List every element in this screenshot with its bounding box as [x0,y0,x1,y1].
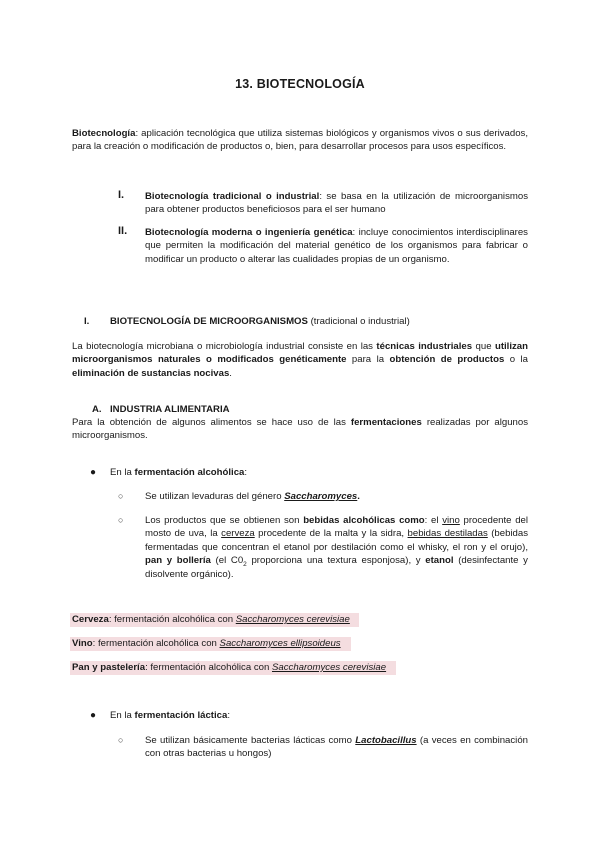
type-2-numeral: II. [118,225,128,237]
alcoholic-post: : [244,467,248,478]
alcoholic-sub-1-text: Se utilizan levaduras del género [145,491,285,502]
subsection-a-text [72,416,528,443]
lactic-pre: En la [110,710,135,721]
bullet-dot: ● [90,710,97,721]
sub2-underline-cerveza: cerveza [221,528,255,540]
highlight-cerveza-species: Saccharomyces cerevisiae [235,614,350,625]
intro-text-4: o la [504,354,529,366]
lactic-sub-1-text-1: Se utilizan básicamente bacterias lácticas como [145,735,356,746]
sub2-text-8: (desinfectante y disolvente orgánico). [145,555,528,580]
sub2-underline-vino: vino [442,515,460,526]
sub2-text-4: procedente de la malta y la sidra, [254,528,408,540]
lactic-post: : [227,710,230,721]
intro-bold-3: obtención de productos [389,354,505,366]
definition-text: : aplicación tecnológica que utiliza sistemas biológicos y organismos vivos o sus derivados, para la creación o modificación de productos o, bien, para desarrollar procesos para usos específicos. [72,128,528,153]
subsection-a-bold: fermentaciones [350,417,422,428]
highlight-pan-species: Saccharomyces cerevisiae [271,662,387,673]
intro-text-1: La biotecnología microbiana o microbiología industrial consiste en las [72,341,377,352]
highlight-pan-text: : fermentación alcohólica con [145,662,272,673]
sub2-underline-destiladas: bebidas destiladas [407,528,488,540]
sub2-text-7: proporciona una textura esponjosa), y [246,555,426,567]
alcoholic-bold: fermentación alcohólica [134,467,245,478]
highlight-cerveza-bold: Cerveza [72,614,109,625]
highlight-vino-text: : fermentación alcohólica con [92,638,220,649]
intro-text-2: que [472,341,495,352]
subsection-a-text-2: realizadas por algunos microorganismos. [72,417,528,442]
sub2-bold-2: pan y bollería [145,555,211,567]
sub2-text-1: Los productos que se obtienen son [145,515,304,526]
type-1-paragraph [145,190,528,217]
highlight-vino-species: Saccharomyces ellipsoideus [219,638,341,649]
lactic-sub-1-text-2: (a veces en combinación con otras bacterias u hongos) [145,735,528,760]
sub2-text-6: (el C0 [210,555,244,567]
sub2-text-3: procedente del mosto de uva, la [145,515,529,540]
type-1-numeral: I. [118,189,125,201]
lactic-heading [110,709,230,722]
intro-bold-2: utilizan microorganismos naturales o modificados genéticamente [72,341,528,366]
lactic-sub-1 [145,734,528,761]
lactic-bold: fermentación láctica [134,710,228,721]
bullet-dot: ● [90,467,97,478]
highlight-vino [72,637,341,650]
type-1-text: : se basa en la utilización de microorganismos para obtener productos beneficiosos para el ser humano [145,191,528,216]
page-title: 13. BIOTECNOLOGÍA [235,77,365,91]
intro-text-3: para la [346,354,390,366]
genus-lactobacillus: Lactobacillus [355,735,417,746]
section-1-heading [110,315,410,328]
subsection-a-text-1: Para la obtención de algunos alimentos se hace uso de las [72,417,351,428]
type-2-text: : incluye conocimientos interdisciplinares que permiten la modificación del material genético de los organismos para fabricar o modificar un producto o alterar las cualidades propias de un organismo. [145,227,528,265]
sub2-text-5: (bebidas fermentadas que concentran el etanol por destilación como el whisky, el ron y el orujo), [145,528,529,553]
section-1-heading-rest: (tradicional o industrial) [307,316,410,327]
alcoholic-pre: En la [110,467,135,478]
subsection-a-heading: INDUSTRIA ALIMENTARIA [110,404,230,415]
highlight-cerveza-text: : fermentación alcohólica con [108,614,236,625]
type-2-paragraph [145,226,528,266]
alcoholic-sub-1-end: . [357,491,360,502]
subsection-a-label: A. [92,404,102,415]
sub2-bold-1: bebidas alcohólicas como [303,515,425,526]
section-1-intro [72,340,528,380]
section-1-heading-bold: BIOTECNOLOGÍA DE MICROORGANISMOS [110,316,308,327]
sub2-text-2: : el [424,515,443,526]
intro-bold-4: eliminación de sustancias nocivas [72,367,230,379]
genus-saccharomyces: Saccharomyces [284,491,358,502]
alcoholic-heading [110,466,247,479]
alcoholic-sub-2 [145,514,528,581]
definition-paragraph [72,127,528,154]
intro-bold-1: técnicas industriales [376,341,473,352]
type-2-term: Biotecnología moderna o ingeniería genética [145,227,353,238]
highlight-pan-bold: Pan y pastelería [72,662,146,673]
sub-bullet-circle: ○ [118,515,124,525]
alcoholic-sub-1 [145,490,360,503]
sub2-bold-3: etanol [425,555,454,567]
section-1-numeral: I. [84,316,90,327]
intro-text-5: . [229,367,232,379]
highlight-cerveza [72,613,350,626]
highlight-pan [72,661,386,674]
sub2-subscript: 2 [243,561,247,569]
sub-bullet-circle: ○ [118,735,124,745]
type-1-term: Biotecnología tradicional o industrial [145,191,320,202]
sub-bullet-circle: ○ [118,491,124,501]
definition-term: Biotecnología [72,128,136,139]
highlight-vino-bold: Vino [72,638,93,649]
